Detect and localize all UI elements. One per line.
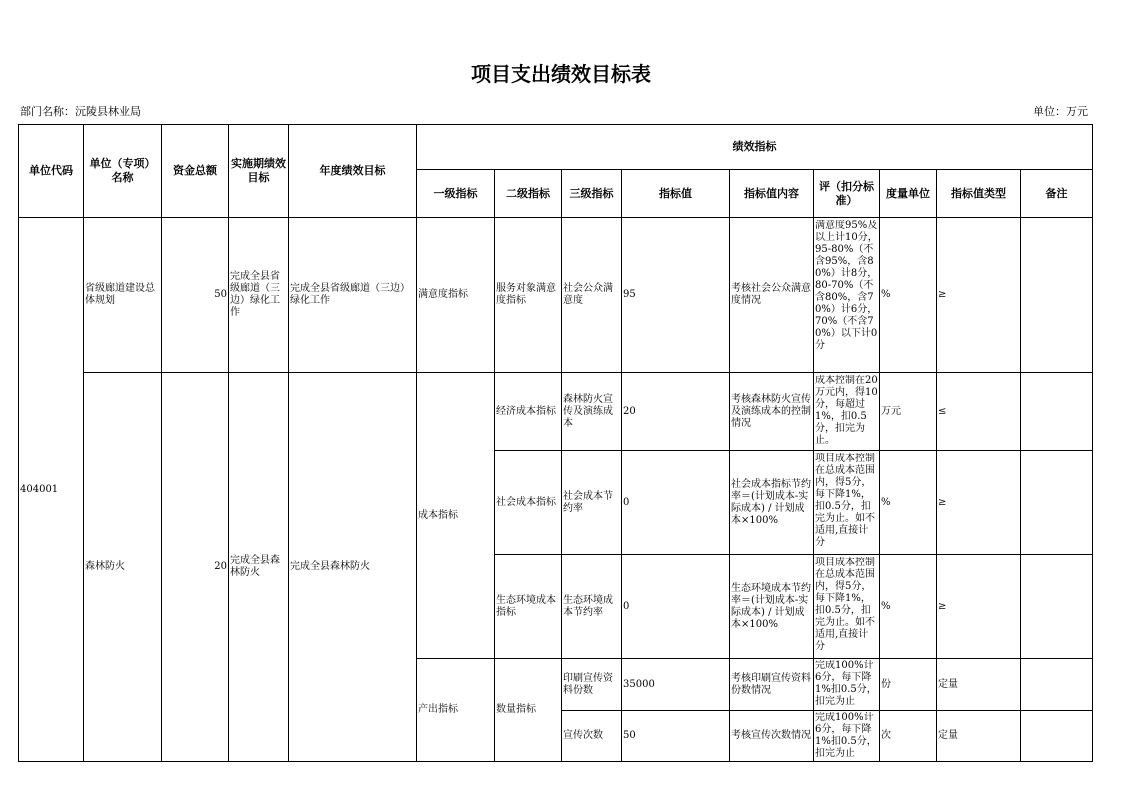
project-name-cell: 省级廊道建设总体规划 [84,218,162,373]
table-row [19,373,1093,451]
remarks-cell [1021,555,1093,659]
scoring-cell [814,711,880,762]
scoring-cell [814,218,880,373]
scoring-text: 完成100%计6分，每下降1%扣0.5分，扣完为止 [815,660,877,707]
project-name-cell: 森林防火 [84,373,162,762]
header-content: 指标值内容 [730,170,814,218]
value-cell: 95 [622,218,730,373]
measure-unit-cell: % [880,451,937,555]
content-cell: 考核社会公众满意度情况 [730,218,814,373]
annual-goal-cell: 完成全县省级廊道（三边）绿化工作 [289,218,417,373]
level3-cell: 生态环境成本节约率 [562,555,622,659]
remarks-cell [1021,373,1093,451]
header-performance: 绩效指标 [417,125,1093,170]
department-name: 部门名称：沅陵县林业局 [20,105,141,118]
scoring-text: 满意度95%及以上计10分，95-80%（不含95%，含80%）计8分，80-70%（不含80%，含70%）计6分，70%（不含70%）以下计0分 [815,219,878,351]
value-cell: 35000 [622,659,730,711]
period-goal-cell: 完成全县省级廊道（三边）绿化工作 [229,218,289,373]
level2-cell: 社会成本指标 [495,451,562,555]
header-value-type: 指标值类型 [937,170,1021,218]
annual-goal-cell: 完成全县森林防火 [289,373,417,762]
header-level3: 三级指标 [562,170,622,218]
scoring-text: 项目成本控制在总成本范围内，得5分，每下降1%，扣0.5分，扣完为止。如不适用,直接计分 [815,556,875,652]
value-type-cell: ≤ [937,373,1021,451]
remarks-cell [1021,218,1093,373]
header-total-funds: 资金总额 [162,125,229,218]
header-level1: 一级指标 [417,170,495,218]
level1-cell: 成本指标 [417,373,495,659]
value-cell: 0 [622,451,730,555]
scoring-cell [814,659,880,711]
measure-unit-cell: % [880,218,937,373]
header-value: 指标值 [622,170,730,218]
level3-cell: 社会成本节约率 [562,451,622,555]
value-cell: 50 [622,711,730,762]
scoring-cell [814,373,880,451]
content-cell: 考核印刷宣传资料份数情况 [730,659,814,711]
content-cell: 考核宣传次数情况 [730,711,814,762]
scoring-text: 成本控制在20万元内，得10分，每超过1%，扣0.5分，扣完为止。 [815,374,878,446]
table-row [19,218,1093,373]
measure-unit-cell: 次 [880,711,937,762]
header-annual-goal: 年度绩效目标 [289,125,417,218]
level1-cell: 满意度指标 [417,218,495,373]
header-remarks: 备注 [1021,170,1093,218]
value-type-cell: 定量 [937,659,1021,711]
page-title: 项目支出绩效目标表 [471,62,651,86]
content-cell: 社会成本指标节约率＝(计划成本-实际成本) / 计划成本×100% [730,451,814,555]
value-type-cell: ≥ [937,555,1021,659]
header-measure-unit: 度量单位 [880,170,937,218]
level2-cell: 数量指标 [495,659,562,762]
level2-cell: 生态环境成本指标 [495,555,562,659]
level2-cell: 服务对象满意度指标 [495,218,562,373]
value-type-cell: ≥ [937,451,1021,555]
performance-table [18,124,1093,762]
level3-cell: 宣传次数 [562,711,622,762]
remarks-cell [1021,659,1093,711]
level1-cell: 产出指标 [417,659,495,762]
scoring-text: 项目成本控制在总成本范围内，得5分，每下降1%，扣0.5分，扣完为止。如不适用,直接计分 [815,452,875,548]
measure-unit-cell: 份 [880,659,937,711]
funds-cell: 50 [162,218,229,373]
header-unit-name: 单位（专项）名称 [84,125,162,218]
remarks-cell [1021,711,1093,762]
level2-cell: 经济成本指标 [495,373,562,451]
value-type-cell: 定量 [937,711,1021,762]
remarks-cell [1021,451,1093,555]
header-unit-code: 单位代码 [19,125,84,218]
header-period-goal: 实施期绩效目标 [229,125,289,218]
level3-cell: 森林防火宣传及演练成本 [562,373,622,451]
level3-cell: 社会公众满意度 [562,218,622,373]
value-cell: 20 [622,373,730,451]
scoring-cell [814,555,880,659]
content-cell: 考核森林防火宣传及演练成本的控制情况 [730,373,814,451]
value-cell: 0 [622,555,730,659]
header-scoring: 评（扣分标准） [814,170,880,218]
unit-label: 单位：万元 [1033,105,1088,118]
scoring-cell [814,451,880,555]
unit-code-cell: 404001 [19,218,84,762]
funds-cell: 20 [162,373,229,762]
content-cell: 生态环境成本节约率＝(计划成本-实际成本) / 计划成本×100% [730,555,814,659]
scoring-text: 完成100%计6分，每下降1%扣0.5分，扣完为止 [815,712,877,759]
value-type-cell: ≥ [937,218,1021,373]
measure-unit-cell: 万元 [880,373,937,451]
period-goal-cell: 完成全县森林防火 [229,373,289,762]
header-level2: 二级指标 [495,170,562,218]
measure-unit-cell: % [880,555,937,659]
level3-cell: 印刷宣传资料份数 [562,659,622,711]
